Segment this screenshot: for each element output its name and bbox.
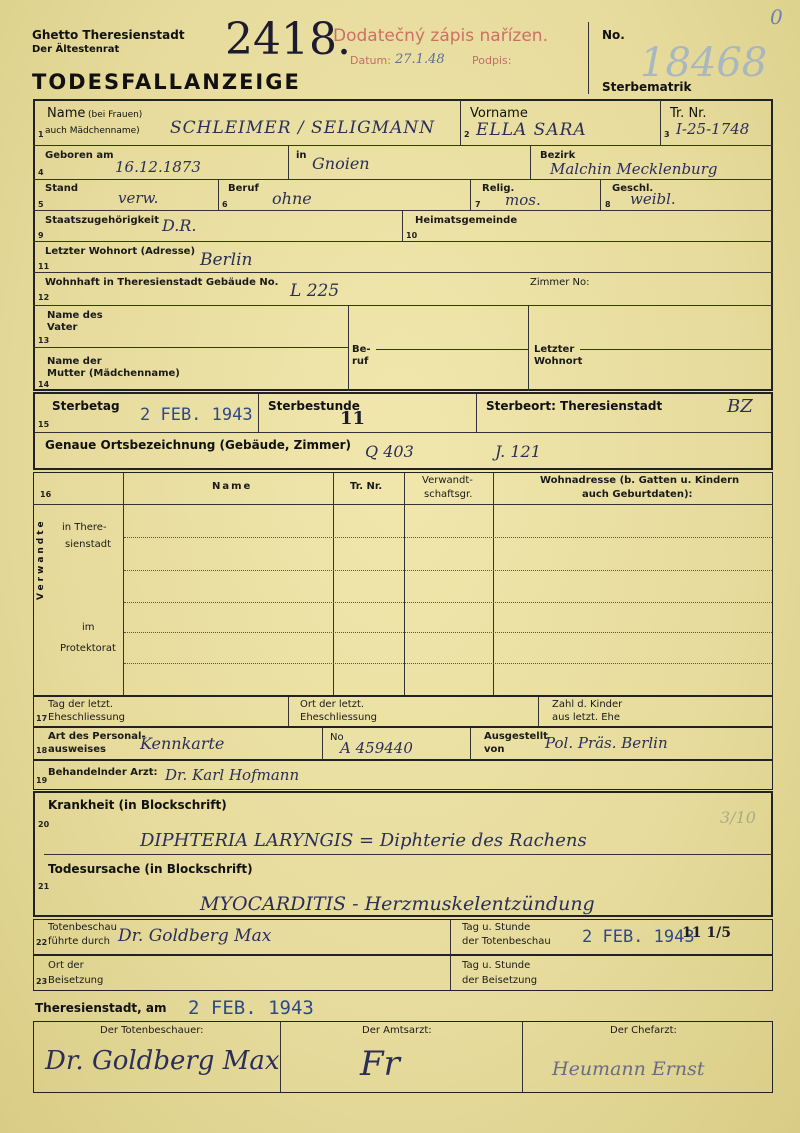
sterbeort-mark: BZ	[727, 396, 753, 417]
row-number-3: 3	[664, 130, 670, 139]
datum-label: Datum:	[350, 54, 391, 67]
geboren-label: Geboren am	[45, 150, 114, 161]
row-number-20: 20	[38, 820, 50, 829]
id-art-label1: Art des Personal-	[48, 731, 146, 742]
id-art-value: Kennkarte	[140, 734, 225, 753]
divider	[322, 728, 323, 760]
dotted-line	[124, 537, 772, 538]
ausgestellt-label2: von	[484, 744, 505, 755]
mutter-label1: Name der	[47, 356, 102, 367]
rel-trnr-header: Tr. Nr.	[350, 481, 383, 492]
row-number-1: 1	[38, 130, 44, 139]
wohnhaft-value: L 225	[290, 281, 340, 301]
trnr-label: Tr. Nr.	[670, 106, 707, 121]
datum-value: 27.1.48	[395, 52, 445, 67]
totenbeschauer-label: Der Totenbeschauer:	[100, 1025, 204, 1036]
krankheit-value: DIPHTERIA LARYNGIS = Diphterie des Rachens	[140, 830, 587, 851]
zimmer-label: Zimmer No:	[530, 277, 590, 288]
rel-verw-header1: Verwandt-	[422, 475, 473, 486]
row-line	[33, 210, 773, 211]
row-line	[33, 145, 773, 146]
rel-wohn-header2: auch Geburtdaten):	[582, 489, 693, 500]
mutter-label2: Mutter (Mädchenname)	[47, 368, 180, 379]
divider	[460, 100, 461, 145]
divider	[218, 180, 219, 210]
krankheit-label: Krankheit (in Blockschrift)	[48, 798, 227, 812]
row-line	[35, 432, 771, 433]
marriage-tag-label2: Eheschliessung	[48, 712, 126, 723]
parents-wohnort-label2: Wohnort	[534, 356, 583, 367]
row-number-13: 13	[38, 336, 50, 345]
sterbematrik-label: Sterbematrik	[602, 80, 692, 94]
parents-beruf-label1: Be-	[352, 344, 371, 355]
rel-wohn-header1: Wohnadresse (b. Gatten u. Kindern	[540, 475, 740, 486]
row-number-2: 2	[464, 130, 470, 139]
divider	[530, 146, 531, 179]
no-label: No.	[602, 28, 625, 42]
id-no-value: A 459440	[340, 739, 413, 757]
schau-tag-label1: Tag u. Stunde	[462, 922, 531, 933]
divider	[348, 306, 349, 391]
staats-label: Staatszugehörigkeit	[45, 215, 159, 226]
sterbetag-label: Sterbetag	[52, 399, 120, 413]
place-label: Theresienstadt, am	[35, 1001, 167, 1015]
stand-label: Stand	[45, 183, 79, 194]
geboren-value: 16.12.1873	[115, 158, 201, 176]
genau-value2: J. 121	[495, 442, 541, 461]
id-art-label2: ausweises	[48, 744, 106, 755]
row-number-7: 7	[475, 200, 481, 209]
signature-amtsarzt: Fr	[360, 1044, 400, 1084]
divider	[288, 697, 289, 727]
divider	[404, 473, 405, 695]
row-line	[33, 347, 348, 348]
row-line	[33, 272, 773, 273]
arzt-value: Dr. Karl Hofmann	[165, 766, 300, 784]
divider	[470, 180, 471, 210]
signature-chefarzt: Heumann Ernst	[552, 1058, 705, 1080]
row-number-11: 11	[38, 262, 50, 271]
name-note2: auch Mädchenname)	[45, 126, 140, 136]
row-number-4: 4	[38, 168, 44, 177]
stunde-value: 11	[340, 408, 366, 429]
handwritten-number: 2418.	[225, 14, 351, 65]
row-line	[33, 504, 773, 505]
illness-margin-note: 3/10	[720, 808, 756, 827]
divider	[493, 473, 494, 695]
divider	[476, 394, 477, 432]
row-number-19: 19	[36, 776, 48, 785]
row-number-10: 10	[406, 231, 418, 240]
signature-totenbeschauer: Dr. Goldberg Max	[45, 1046, 280, 1076]
row-number-15: 15	[38, 420, 50, 429]
stand-value: verw.	[118, 189, 159, 207]
row-line	[33, 305, 773, 306]
divider	[522, 1022, 523, 1092]
bei-label2: Beisetzung	[48, 975, 104, 986]
divider	[258, 394, 259, 432]
divider	[660, 100, 661, 145]
vorname-value: ELLA SARA	[476, 120, 587, 140]
header-divider	[588, 22, 589, 94]
row-number-12: 12	[38, 293, 50, 302]
in-there1: in There-	[62, 522, 107, 533]
corner-mark: 0	[770, 5, 783, 29]
kinder-label2: aus letzt. Ehe	[552, 712, 621, 723]
divider	[123, 473, 124, 695]
schau-tag-value: 2 FEB. 1943	[582, 927, 695, 947]
beitag-label2: der Beisetzung	[462, 975, 538, 986]
supplement-stamp: Dodatečný zápis nařízen.	[333, 26, 548, 46]
vorname-label: Vorname	[470, 106, 528, 121]
trnr-value: I-25-1748	[676, 120, 750, 138]
wohnhaft-label: Wohnhaft in Theresienstadt Gebäude No.	[45, 277, 279, 288]
relig-label: Relig.	[482, 183, 515, 194]
podpis-label: Podpis:	[472, 54, 512, 67]
sterbetag-value: 2 FEB. 1943	[140, 405, 253, 425]
row-number-17: 17	[36, 714, 48, 723]
footer-date: 2 FEB. 1943	[188, 997, 314, 1019]
ursache-label: Todesursache (in Blockschrift)	[48, 862, 253, 876]
row-number-6: 6	[222, 200, 228, 209]
schau-tag-label2: der Totenbeschau	[462, 936, 551, 947]
divider	[402, 211, 403, 241]
bei-label1: Ort der	[48, 960, 84, 971]
row-number-9: 9	[38, 231, 44, 240]
row-line	[33, 241, 773, 242]
bezirk-value: Malchin Mecklenburg	[550, 160, 718, 178]
parents-beruf-label2: ruf	[352, 356, 369, 367]
divider	[288, 146, 289, 179]
dotted-line	[124, 570, 772, 571]
relig-value: mos.	[505, 191, 541, 209]
no-value: 18468	[640, 40, 768, 86]
arzt-label: Behandelnder Arzt:	[48, 767, 158, 778]
vater-label2: Vater	[47, 322, 78, 333]
dotted-line	[124, 663, 772, 664]
council-name: Der Ältestenrat	[32, 44, 120, 55]
wohnort-value: Berlin	[200, 250, 253, 270]
row-number-5: 5	[38, 200, 44, 209]
geschl-label: Geschl.	[612, 183, 654, 194]
genau-label: Genaue Ortsbezeichnung (Gebäude, Zimmer)	[45, 438, 352, 452]
divider	[333, 473, 334, 695]
row-number-22: 22	[36, 938, 48, 947]
staats-value: D.R.	[162, 216, 197, 235]
row-number-8: 8	[605, 200, 611, 209]
geschl-value: weibl.	[630, 190, 676, 208]
kinder-label1: Zahl d. Kinder	[552, 699, 623, 710]
ursache-value: MYOCARDITIS - Herzmuskelentzündung	[200, 893, 595, 915]
parents-wohnort-label1: Letzter	[534, 344, 575, 355]
in-label: in	[296, 150, 307, 161]
dotted-line	[124, 602, 772, 603]
schau-label1: Totenbeschau	[48, 922, 117, 933]
ausgestellt-label1: Ausgestellt	[484, 731, 548, 742]
row-number-14: 14	[38, 380, 50, 389]
dotted-line	[124, 632, 772, 633]
row-number-18: 18	[36, 746, 48, 755]
marriage-tag-label1: Tag der letzt.	[48, 699, 114, 710]
ghetto-name: Ghetto Theresienstadt	[32, 28, 185, 42]
beruf-value: ohne	[272, 189, 312, 208]
amtsarzt-label: Der Amtsarzt:	[362, 1025, 432, 1036]
rel-verw-header2: schaftsgr.	[424, 489, 473, 500]
sterbeort-label: Sterbeort: Theresienstadt	[486, 399, 663, 413]
schau-tag-hour: 11 1/5	[682, 925, 731, 941]
beruf-label: Beruf	[228, 183, 259, 194]
schau-value: Dr. Goldberg Max	[118, 926, 272, 946]
name-note1: (bei Frauen)	[88, 110, 143, 120]
burial-box	[33, 955, 773, 991]
divider	[600, 180, 601, 210]
verwandte-side-label: Verwandte	[36, 518, 46, 600]
name-label: Name	[47, 106, 86, 121]
row-number-23: 23	[36, 977, 48, 986]
row-number-21: 21	[38, 882, 50, 891]
wohnort-label: Letzter Wohnort (Adresse)	[45, 246, 196, 257]
vater-label1: Name des	[47, 310, 103, 321]
ausgestellt-value: Pol. Präs. Berlin	[545, 734, 668, 752]
divider	[528, 306, 529, 391]
im-label: im	[82, 622, 95, 633]
bezirk-label: Bezirk	[540, 150, 576, 161]
marriage-box	[33, 696, 773, 727]
divider	[538, 697, 539, 727]
row-number-16: 16	[40, 490, 52, 499]
in-there2: sienstadt	[65, 539, 112, 550]
divider	[280, 1022, 281, 1092]
row-line	[33, 179, 773, 180]
beitag-label1: Tag u. Stunde	[462, 960, 531, 971]
genau-value1: Q 403	[365, 442, 414, 461]
marriage-ort-label2: Eheschliessung	[300, 712, 378, 723]
in-value: Gnoien	[312, 154, 370, 173]
schau-label2: führte durch	[48, 936, 110, 947]
heimat-label: Heimatsgemeinde	[415, 215, 518, 226]
id-no-label: No	[330, 732, 344, 743]
name-value: SCHLEIMER / SELIGMANN	[170, 118, 436, 138]
stunde-label: Sterbestunde	[268, 399, 360, 413]
row-line	[44, 854, 772, 855]
marriage-ort-label1: Ort der letzt.	[300, 699, 365, 710]
row-line	[376, 349, 528, 350]
rel-name-header: Name	[212, 481, 253, 492]
chefarzt-label: Der Chefarzt:	[610, 1025, 677, 1036]
row-line	[580, 349, 772, 350]
protektorat-label: Protektorat	[60, 643, 116, 654]
divider	[470, 728, 471, 760]
form-title: TODESFALLANZEIGE	[32, 70, 301, 94]
